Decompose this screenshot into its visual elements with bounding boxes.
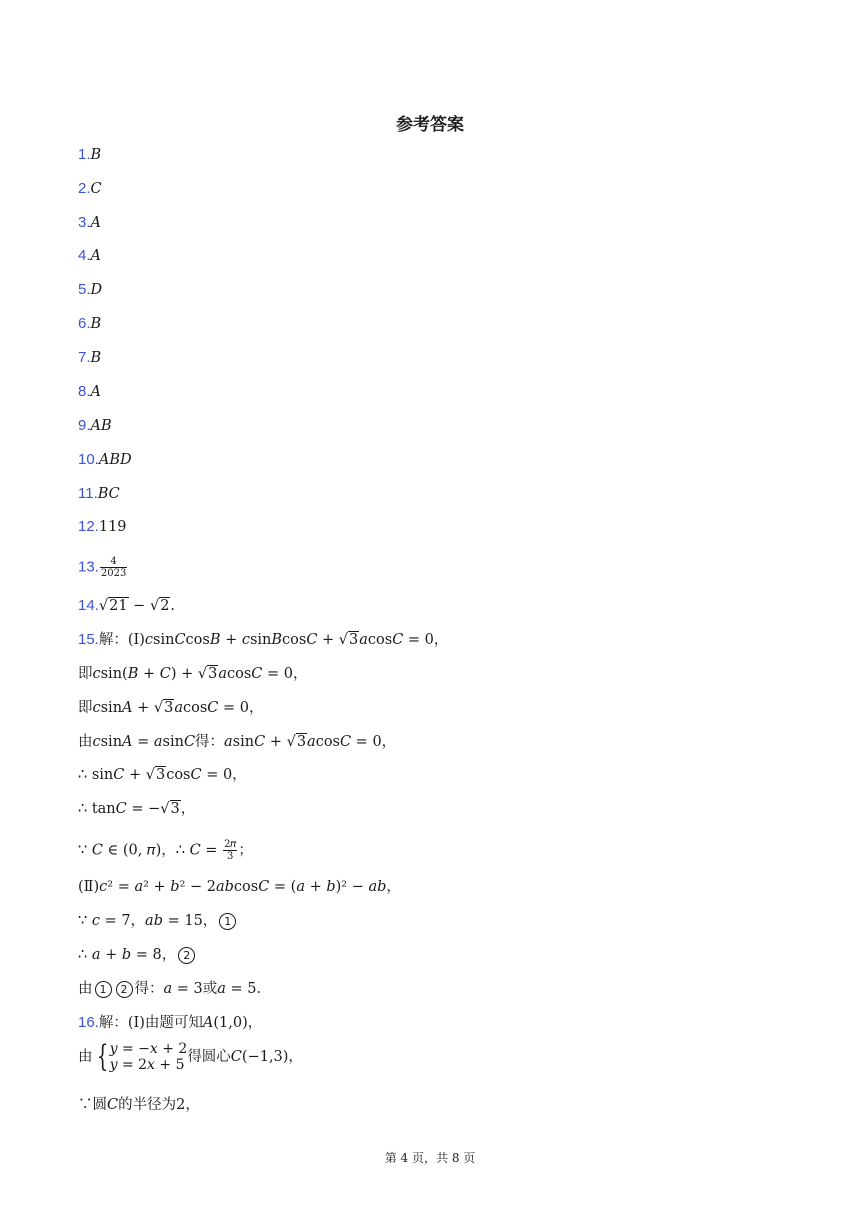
answer-3: 3.A [78,214,101,231]
page-footer: 第 4 页，共 8 页 [384,1151,476,1165]
answer-11: 11.BC [78,485,120,502]
answer-15-line-9: ∵ 𝑐 = 7，𝑎𝑏 = 15， 1 [78,911,238,931]
answer-6: 6.B [78,315,102,332]
fraction: $\frac{\text{2𝜋}}{3}$ [224,839,237,862]
answer-16-line-3: ∵圆𝐶的半径为2， [78,1097,200,1113]
answer-16-line-1: 16.解：(Ⅰ)由题可知𝐴(1,0)， [78,1014,263,1031]
answer-15-line-8: (Ⅱ)𝑐² = 𝑎² + 𝑏² − 2𝑎𝑏cos𝐶 = (𝑎 + 𝑏)² − 𝑎𝑏， [78,879,401,895]
answer-15-line-3: 即𝑐sin𝐴 + √3𝑎cos𝐶 = 0， [78,700,264,716]
answer-14: 14.√21 − √2. [78,597,176,614]
answer-10: 10.ABD [78,451,132,468]
answer-9: 9.AB [78,417,112,434]
answer-2: 2.C [78,180,102,197]
answer-8: 8.A [78,383,101,400]
answer-5: 5.D [78,281,103,298]
circled-number: 1 [95,981,112,998]
answer-15-line-2: 即𝑐sin(𝐵 + 𝐶) + √3𝑎cos𝐶 = 0， [78,666,308,682]
brace: { [96,1039,108,1074]
answer-13: 13. $\frac{4}{2023}$ [78,556,127,579]
answer-15-line-11: 由 1 2 得：𝑎 = 3或𝑎 = 5． [78,981,271,997]
circled-number: 2 [116,981,133,998]
answer-4: 4.A [78,247,101,264]
answer-15-line-4: 由𝑐sin𝐴 = 𝑎sin𝐶得：𝑎sin𝐶 + √3𝑎cos𝐶 = 0， [78,734,397,750]
answer-15-line-5: ∴ sin𝐶 + √3cos𝐶 = 0， [78,767,247,783]
answer-15-line-6: ∴ tan𝐶 = −√3， [78,801,196,817]
fraction: $\frac{4}{2023}$ [100,556,127,579]
equation-system: 𝑦 = −𝑥 + 2 𝑦 = 2𝑥 + 5 [109,1041,188,1073]
answer-7: 7.B [78,349,102,366]
answer-15-line-1: 15.解：(Ⅰ)𝑐sin𝐶cos𝐵 + 𝑐sin𝐵cos𝐶 + √3𝑎cos𝐶 = 0， [78,631,449,648]
answer-15-line-10: ∴ 𝑎 + 𝑏 = 8， 2 [78,945,197,965]
answer-15-line-7: ∵ 𝐶 ∈ (0, 𝜋)，∴ 𝐶 = $\frac{\text{2𝜋}}{3}$ ； [78,839,253,862]
answer-12: 12.119 [78,518,127,535]
circled-number: 2 [178,947,195,964]
answer-16-line-2: 由 { 𝑦 = −𝑥 + 2 𝑦 = 2𝑥 + 5 得圆心𝐶(−1,3)， [78,1039,303,1074]
page-title: 参考答案 [396,115,464,135]
circled-number: 1 [219,913,236,930]
answer-1: 1.B [78,146,102,163]
